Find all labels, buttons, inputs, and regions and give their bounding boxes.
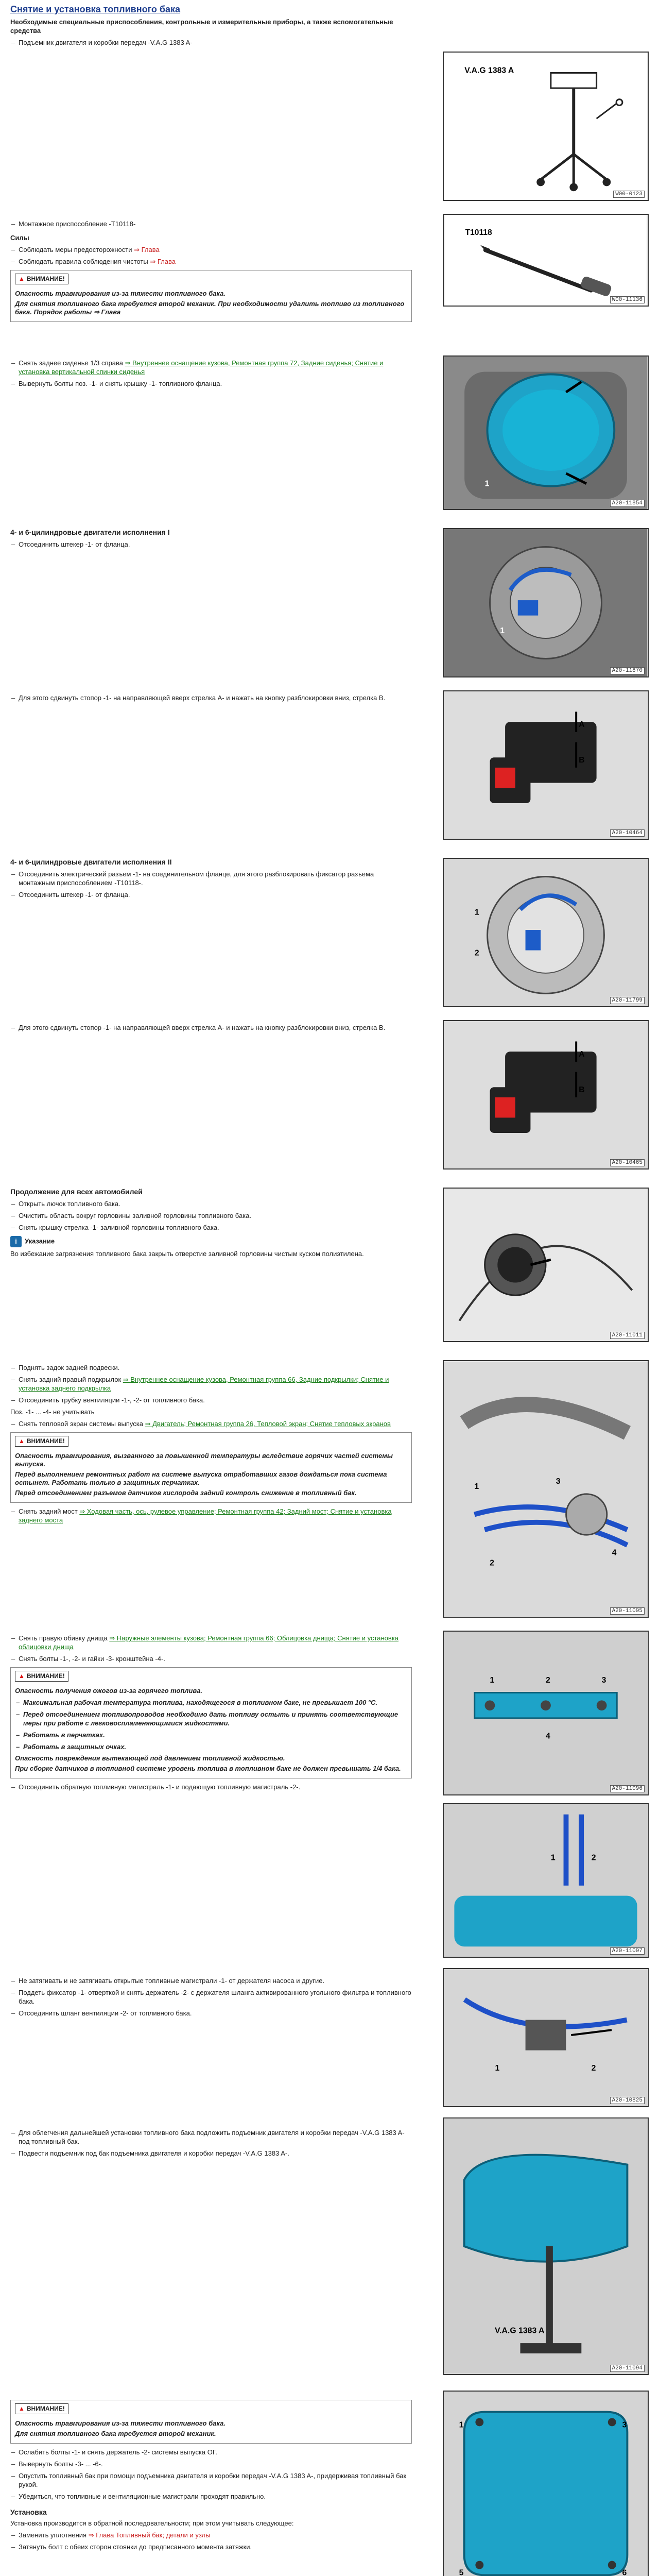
svg-text:1: 1 [495, 2064, 500, 2073]
figure-connector-2 [443, 858, 649, 1007]
figure-code: A20-11095 [610, 1607, 645, 1615]
step-item [10, 359, 412, 376]
step-text: Снять заднее сиденье 1/3 справа [19, 359, 125, 367]
seal-heading: Силы [10, 234, 29, 242]
section-heading: Продолжение для всех автомобилей [10, 1188, 143, 1196]
step-text: Заменить уплотнения [19, 2531, 89, 2539]
step-item: – Поддеть фиксатор -1- отверткой и снять держатель -2- с держателя шланга активированного угольного фильтра и топливного бака. [10, 1988, 412, 2006]
tool-figure-t10118 [443, 214, 649, 307]
tool-item: – Монтажное приспособление -T10118- [10, 219, 412, 228]
svg-text:1: 1 [490, 1675, 495, 1685]
note-text: Во избежание загрязнения топливного бака закрыть отверстие заливной горловины чистым куском полиэтилена. [10, 1250, 364, 1258]
tank-bolts-illustration [444, 2392, 648, 2576]
svg-text:1: 1 [474, 1482, 479, 1491]
ventilation-illustration [444, 1969, 648, 2106]
figure-rear-axle [443, 1360, 649, 1618]
warning-item: – Перед отсоединением топливопроводов необходимо дать топливу остыть и принять соответствующие меры при работе с легковоспламеняющимися жидкостями. [15, 1710, 407, 1727]
assembly-tool-illustration [444, 215, 648, 306]
svg-text:4: 4 [546, 1732, 550, 1741]
step-item: – Опустить топливный бак при помощи подъемника двигателя и коробки передач -V.A.G 1383 A-, придерживая топливный бак рукой. [10, 2471, 412, 2489]
svg-text:B: B [579, 756, 585, 765]
reference-link[interactable]: ⇒ Двигатель; Ремонтная группа 26, Тепловой экран; Снятие тепловых экранов [145, 1420, 391, 1428]
step-item [10, 1419, 412, 1428]
step-text: Снять правую обивку днища [19, 1634, 110, 1642]
step-item: – Убедиться, что топливные и вентиляционные магистрали проходят правильно. [10, 2492, 412, 2501]
step-text: Снять задний мост [19, 1507, 80, 1515]
svg-text:1: 1 [484, 479, 490, 488]
precaution-item [10, 245, 412, 254]
install-intro: Установка производится в обратной последовательности; при этом учитывать следующее: [10, 2519, 294, 2527]
step-item: – Ослабить болты -1- и снять держатель -2- системы выпуска ОГ. [10, 2448, 412, 2456]
warning-label-text: ВНИМАНИЕ! [26, 1437, 65, 1445]
figure-code: A20-11854 [610, 500, 645, 507]
step-item: – Отсоединить шланг вентиляции -2- от топливного бака. [10, 2009, 412, 2018]
note-box [10, 1236, 412, 1258]
figure-code: A20-11870 [610, 667, 645, 674]
warning-line: Перед отсоединением разъемов датчиков кислорода задний контроль снижение в топливный бак. [15, 1489, 357, 1497]
connector-2-illustration [444, 859, 648, 1006]
step-item: – Отсоединить электрический разъем -1- на соединительном фланце, для этого разблокировать фиксатор разъема монтажным приспособлением -T10118-. [10, 870, 412, 887]
section-heading: 4- и 6-цилиндровые двигатели исполнения II [10, 858, 172, 866]
figure-bracket [443, 1631, 649, 1795]
warning-label [15, 1671, 68, 1682]
svg-text:1: 1 [459, 2420, 464, 2430]
figure-code: A20-11097 [610, 1947, 645, 1955]
step-item: – Вывернуть болты -3- ... -6-. [10, 2460, 412, 2468]
info-icon: i [10, 1236, 22, 1247]
bracket-illustration [444, 1632, 648, 1794]
section-heading: Установка [10, 2508, 47, 2516]
warning-label [15, 274, 68, 284]
step-item: – Отсоединить штекер -1- от фланца. [10, 540, 412, 549]
step-item: – Поднять задок задней подвески. [10, 1363, 412, 1372]
svg-text:1: 1 [550, 1853, 556, 1862]
step-item: – Для этого сдвинуть стопор -1- на направляющей вверх стрелка A- и нажать на кнопку разблокировки вниз, стрелка B. [10, 1023, 412, 1032]
figure-tank-bolts [443, 2391, 649, 2576]
reference-link[interactable]: ⇒ Ходовая часть, ось, рулевое управление; Ремонтная группа 42; Задний мост; Снятие и установка заднего моста [19, 1507, 392, 1524]
svg-text:3: 3 [622, 2420, 627, 2430]
filler-cap-illustration [444, 1189, 648, 1341]
warning-triangle-icon: ▲ [19, 2405, 25, 2412]
figure-code: A20-11094 [610, 2365, 645, 2372]
figure-code: A20-11096 [610, 1785, 645, 1792]
step-item: – Очистить область вокруг горловины заливной горловины топливного бака. [10, 1211, 412, 1220]
section-heading: 4- и 6-цилиндровые двигатели исполнения I [10, 528, 170, 536]
warning-line: Опасность травмирования, вызванного за повышенной температуры вследствие горячих частей системы выпуска. [15, 1452, 393, 1468]
step-item: – Снять болты -1-, -2- и гайки -3- кронштейна -4-. [10, 1654, 412, 1663]
pos-note: Поз. -1- ... -4- не учитывать [10, 1408, 95, 1416]
figure-lock-release [443, 690, 649, 840]
step-item [10, 1375, 412, 1393]
step-item: – Подвести подъемник под бак подъемника двигателя и коробки передач -V.A.G 1383 A-. [10, 2149, 412, 2158]
warning-box [10, 2400, 412, 2444]
svg-text:2: 2 [546, 1675, 550, 1685]
step-text: Снять тепловой экран системы выпуска [19, 1420, 145, 1428]
chapter-link[interactable]: ⇒ Глава [150, 258, 176, 265]
warning-label-text: ВНИМАНИЕ! [26, 1672, 65, 1680]
warning-line: Опасность получения ожогов из-за горячего топлива. [15, 1687, 202, 1694]
step-item [10, 1507, 412, 1524]
warning-line: При сборке датчиков в топливной системе уровень топлива в топливном баке не должен превышать 1/4 бака. [15, 1765, 401, 1772]
warning-triangle-icon: ▲ [19, 1437, 25, 1445]
warning-label [15, 2403, 68, 2414]
warning-box [10, 270, 412, 322]
warning-line: Для снятия топливного бака требуется второй механик. При необходимости удалить топливо из топливного бака. Порядок работы ⇒ Глава [15, 300, 405, 316]
warning-box [10, 1667, 412, 1778]
svg-text:3: 3 [601, 1675, 606, 1685]
page-title: Снятие и установка топливного бака [10, 4, 180, 14]
connector-illustration [444, 529, 648, 676]
figure-code: A20-10825 [610, 2097, 645, 2104]
step-item [10, 1634, 412, 1651]
figure-code: A20-11799 [610, 997, 645, 1004]
figure-fuel-flange-cover [443, 355, 649, 510]
chapter-link[interactable]: ⇒ Глава [134, 246, 160, 253]
warning-line: Для снятия топливного бака требуется второй механик. [15, 2430, 216, 2437]
svg-text:B: B [579, 1086, 585, 1095]
reference-link[interactable]: ⇒ Наружные элементы кузова; Ремонтная группа 66; Облицовка днища; Снятие и установка облицовки днища [19, 1634, 399, 1651]
step-item: – Затянуть болт с обеих сторон стоянки до предписанного момента затяжки. [10, 2543, 412, 2551]
figure-code: A20-10465 [610, 1159, 645, 1166]
tool-item: – Подъемник двигателя и коробки передач -V.A.G 1383 A- [10, 38, 412, 47]
svg-text:5: 5 [459, 2568, 464, 2576]
step-item: – Для облегчения дальнейшей установки топливного бака подложить подъемник двигателя и коробки передач -V.A.G 1383 A- под топливный бак. [10, 2128, 412, 2146]
tool-label-2: T10118 [465, 228, 492, 238]
step-item: – Отсоединить штекер -1- от фланца. [10, 890, 412, 899]
step-text: Снять задний правый подкрылок [19, 1376, 123, 1383]
figure-code: W00-11136 [610, 296, 645, 303]
svg-text:2: 2 [591, 2064, 596, 2073]
warning-item: – Максимальная рабочая температура топлива, находящегося в топливном баке, не превышает 100 °C. [15, 1698, 407, 1707]
figure-code: W00-0123 [613, 191, 645, 198]
warning-item: – Работать в защитных очках. [15, 1742, 407, 1751]
warning-box [10, 1432, 412, 1503]
engine-lift-illustration [444, 53, 648, 200]
warning-label-text: ВНИМАНИЕ! [26, 2405, 65, 2412]
svg-text:1: 1 [500, 626, 505, 636]
figure-code: A20-10464 [610, 829, 645, 837]
reference-link[interactable]: ⇒ Внутреннее оснащение кузова, Ремонтная группа 66, Задние подкрылки; Снятие и установка заднего подкрылка [19, 1376, 389, 1392]
reference-link[interactable]: ⇒ Глава Топливный бак; детали и узлы [88, 2531, 211, 2539]
svg-text:1: 1 [474, 908, 479, 917]
step-item: – Открыть лючок топливного бака. [10, 1199, 412, 1208]
warning-line: Опасность травмирования из-за тяжести топливного бака. [15, 290, 226, 297]
warning-line: Перед выполнением ремонтных работ на системе выпуска отработавших газов дождаться пока система остынет. Работать только в защитных перчатках. [15, 1470, 387, 1486]
step-item: – Отсоединить трубку вентиляции -1-, -2- от топливного бака. [10, 1396, 412, 1404]
tank-lift-illustration [444, 2119, 648, 2374]
svg-text:A: A [579, 1050, 585, 1059]
svg-text:4: 4 [612, 1548, 617, 1557]
warning-line: Опасность травмирования из-за тяжести топливного бака. [15, 2419, 226, 2427]
tool-label-3: V.A.G 1383 A [495, 2326, 545, 2335]
figure-filler-cap [443, 1188, 649, 1342]
cleanliness-item [10, 257, 412, 266]
svg-text:2: 2 [490, 1558, 494, 1568]
warning-triangle-icon: ▲ [19, 275, 25, 282]
rear-axle-illustration [444, 1361, 648, 1617]
precaution-text: Соблюдать меры предосторожности [19, 246, 134, 253]
figure-ventilation [443, 1968, 649, 2107]
figure-lock-release-2 [443, 1020, 649, 1170]
fuel-lines-illustration [444, 1804, 648, 1957]
step-item: – Для этого сдвинуть стопор -1- на направляющей вверх стрелка A- и нажать на кнопку разблокировки вниз, стрелка B. [10, 693, 412, 702]
tool-label-1: V.A.G 1383 A [464, 66, 514, 75]
flange-cover-illustration [444, 357, 648, 509]
svg-text:2: 2 [474, 948, 479, 958]
svg-text:A: A [579, 720, 585, 730]
step-item: – Вывернуть болты поз. -1- и снять крышку -1- топливного фланца. [10, 379, 412, 388]
svg-text:2: 2 [591, 1853, 596, 1862]
step-item: – Снять крышку стрелка -1- заливной горловины топливного бака. [10, 1223, 412, 1232]
svg-text:3: 3 [556, 1477, 561, 1486]
warning-label [15, 1436, 68, 1447]
lock-release-2-illustration [444, 1021, 648, 1168]
figure-tank-lift [443, 2117, 649, 2375]
step-item: – Отсоединить обратную топливную магистраль -1- и подающую топливную магистраль -2-. [10, 1783, 412, 1791]
figure-connector [443, 528, 649, 677]
step-item [10, 2531, 412, 2539]
reference-link[interactable]: ⇒ Внутреннее оснащение кузова, Ремонтная группа 72, Задние сиденья; Снятие и установка вертикальной спинки сиденья [19, 359, 384, 376]
intro-heading: Необходимые специальные приспособления, контрольные и измерительные приборы, а также вспомогательные средства [10, 18, 393, 35]
cleanliness-text: Соблюдать правила соблюдения чистоты [19, 258, 150, 265]
figure-code: A20-11011 [610, 1332, 645, 1339]
warning-line: Опасность повреждения вытекающей под давлением топливной жидкостью. [15, 1754, 285, 1762]
step-item: – Не затягивать и не затягивать открытые топливные магистрали -1- от держателя насоса и другие. [10, 1976, 412, 1985]
warning-label-text: ВНИМАНИЕ! [26, 275, 65, 282]
warning-triangle-icon: ▲ [19, 1672, 25, 1680]
warning-item: – Работать в перчатках. [15, 1731, 407, 1739]
lock-release-illustration [444, 691, 648, 839]
figure-fuel-lines [443, 1803, 649, 1958]
tool-figure-vag1383a [443, 52, 649, 201]
note-label: Указание [25, 1237, 55, 1245]
svg-text:6: 6 [622, 2568, 627, 2576]
